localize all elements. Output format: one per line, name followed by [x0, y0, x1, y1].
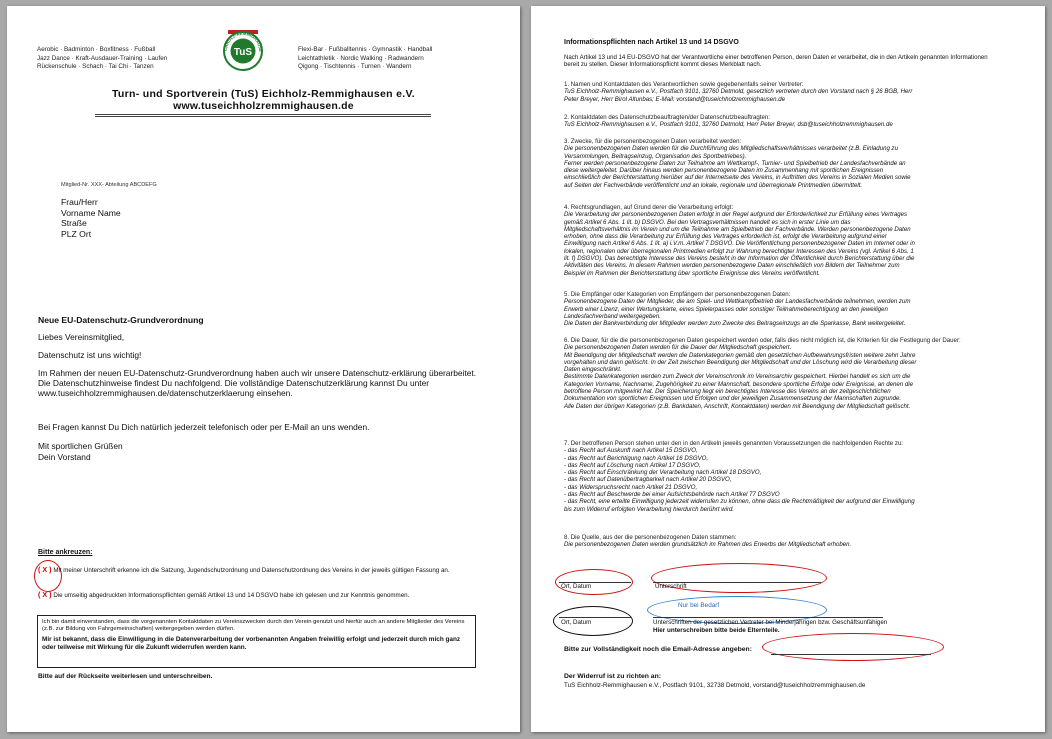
section-heading: 8. Die Quelle, aus der die personenbezogenen Daten stammen:	[564, 534, 737, 541]
section-heading: 2. Kontaktdaten des Datenschutzbeauftragten/der Datenschutzbeauftragten:	[564, 114, 770, 121]
letter-line1: Datenschutz ist uns wichtig!	[38, 350, 142, 360]
section-line: - das Recht auf Datenübertragbarkeit nach Artikel 20 DSGVO,	[564, 476, 732, 484]
check-mark-1[interactable]: ( X )	[38, 565, 52, 574]
widerruf-title: Der Widerruf ist zu richten an:	[564, 673, 661, 680]
signature-line	[559, 617, 631, 618]
consent-box	[37, 615, 476, 668]
section-line: bis zum Widerruf erfolgten Verarbeitung hierdurch berührt wird.	[564, 505, 735, 513]
section-heading: 7. Der betroffenen Person stehen unter den in den Artikeln jeweils genannten Voraussetzungen die nachfolgenden Rechte zu:	[564, 440, 904, 447]
section-line: Mitgliedschaftsverhältnis im Verein und um die Teilnahme am Spielbetrieb der Fachverbände. Werden personenbezogene Daten	[564, 225, 911, 233]
sports-left-line-1: Aerobic · Badminton · Boxfitness · Fußball	[37, 46, 156, 53]
sig2-note: Hier unterschreiben bitte beide Elternteile.	[653, 627, 780, 634]
logo-center-text: TuS	[233, 47, 253, 58]
section-line: - das Widerspruchsrecht nach Artikel 21 DSGVO,	[564, 483, 698, 491]
section-4	[564, 204, 1006, 277]
section-line: TuS Eichholz-Remmighausen e.V., Postfach 9101, 32760 Detmold, Herr Peter Breyer, dsb@tuseichholzremmighausen.de	[564, 121, 893, 129]
section-line: Die Daten der Bankverbindung der Mitglieder werden zum Zwecke des Beitragseinzugs an die Sparkasse, Bank weitergeleitet.	[564, 320, 906, 328]
red-oval-email	[762, 633, 944, 661]
sports-left-line-3: Rückenschule · Schach · Tai Chi · Tanzen	[37, 63, 154, 71]
checkbox-2-text: Die umseitig abgedruckten Informationspflichten gemäß Artikel 13 und 14 DSGVO habe ich gelesen und zur Kenntnis genommen.	[53, 592, 410, 599]
section-line: Die personenbezogenen Daten werden grundsätzlich im Rahmen des Erwerbs der Mitgliedschaft erhoben.	[564, 541, 852, 549]
email-input-line[interactable]	[771, 654, 931, 655]
section-heading: 5. Die Empfänger oder Kategorien von Empfängern der personenbezogenen Daten:	[564, 291, 791, 298]
letter-paragraph-1: Im Rahmen der neuen EU-Datenschutz-Grundverordnung haben auch wir unsere Datenschutz-erklärung überarbeitet. Die Datenschutzhinweise findest Du nachfolgend. Die vollständige Datenschutzerklärung kannst Du unter www.tuseichholzremmighausen.de/datenschutzerklaerung einsehen.	[38, 368, 477, 399]
section-line: betroffene Person mitgewirkt hat. Der Speicherung liegt ein berechtigtes Interesse des Vereins an der zeitgeschichtlichen	[564, 388, 891, 396]
section-line: Kategorien Vorname, Nachname, Zugehörigkeit zu einer Mannschaft, besondere sportliche Erfolge oder Ereignisse, an denen die	[564, 380, 914, 388]
section-heading: 6. Die Dauer, für die die personenbezogenen Daten gespeichert werden oder, falls dies nicht möglich ist, die Kriterien für die Festlegung der Dauer:	[564, 337, 961, 344]
sports-right-line-3: Qigong · Tischtennis · Turnen · Wandern	[298, 63, 412, 71]
page-left	[7, 6, 520, 732]
signature-line	[653, 617, 883, 618]
section-line: Daten eingeschränkt.	[564, 366, 622, 374]
section-8	[564, 534, 1006, 549]
sports-right-line-1: Flexi-Bar · Fußballtennis · Gymnastik · Handball	[298, 46, 433, 53]
section-line: - das Recht auf Einschränkung der Verarbeitung nach Artikel 18 DSGVO,	[564, 469, 762, 477]
section-line: einschließlich der Berichterstattung hierüber auf der Internetseite des Vereins, in Auftritten des Vereins in Sozialen Medien sowie	[564, 174, 911, 182]
section-line: Die Verarbeitung der personenbezogenen Daten erfolgt in der Regel aufgrund der Erforderlichkeit zur Erfüllung eines Vertrages	[564, 211, 908, 219]
section-line: Einwilligung nach Artikel 6 Abs. 1 lit. a) i.V.m. Artikel 7 DSGVO. Die Veröffentlichung personenbezogener Daten im Internet oder in	[564, 240, 915, 248]
section-line: Peter Breyer, Herr Birol Altunbas; E-Mail: vorstand@tuseichholzremmighausen.de	[564, 95, 786, 103]
letter-paragraph-2: Bei Fragen kannst Du Dich natürlich jederzeit telefonisch oder per E-Mail an uns wenden.	[38, 422, 370, 432]
section-line: - das Recht auf Auskunft nach Artikel 15 DSGVO,	[564, 447, 698, 455]
letter-closing-2: Dein Vorstand	[38, 452, 91, 462]
section-1	[564, 81, 1006, 103]
address-line: Straße	[61, 218, 87, 228]
section-line: erhoben, ohne dass die Verarbeitung zur Erfüllung des Vertrages erforderlich ist, erfolgt die Verarbeitung aufgrund einer	[564, 233, 887, 241]
section-line: - das Recht auf Löschung nach Artikel 17 DSGVO,	[564, 461, 701, 469]
sports-list-left	[37, 46, 167, 72]
sports-right-line-2: Leichtathletik · Nordic Walking · Radwandern	[298, 54, 424, 62]
checkbox-2[interactable]	[38, 591, 458, 600]
section-heading: 3. Zwecke, für die personenbezogenen Daten verarbeitet werden:	[564, 138, 742, 145]
header-rule	[95, 114, 431, 117]
letter-closing-1: Mit sportlichen Grüßen	[38, 441, 123, 451]
sig2-signature[interactable]: Unterschriften der gesetzlichen Vertreter bei Minderjährigen bzw. Geschäftsunfähigen	[653, 619, 888, 626]
section-line: Mit Beendigung der Mitgliedschaft werden die Datenkategorien gemäß den gesetzlichen Aufbewahrungsfristen weitere zehn Jahre	[564, 351, 916, 359]
section-line: Landesfachverband weitergegeben.	[564, 312, 661, 320]
right-title: Informationspflichten nach Artikel 13 und 14 DSGVO	[564, 39, 739, 46]
section-line: Erwerb einer Lizenz, einer Wertungskarte, eines Spielerpasses oder sonstiger Teilnahmeberechtigung an den jeweiligen	[564, 305, 888, 313]
section-line: - das Recht auf Beschwerde bei einer Aufsichtsbehörde nach Artikel 77 DSGVO	[564, 491, 780, 499]
section-line: auf Seiten der Fachverbände veröffentlicht und an lokale, regionale und überregionale Printmedien übermittelt.	[564, 181, 863, 189]
letter-subject: Neue EU-Datenschutz-Grundverordnung	[38, 315, 204, 325]
section-line: Dokumentation von sportlichen Ereignissen und Erfolgen und der jeweiligen Zusammensetzung der Mannschaften zugrunde.	[564, 395, 902, 403]
section-line: Versammlungen, Beitragseinzug, Organisation des Sportbetriebes).	[564, 152, 747, 160]
section-2	[564, 114, 1006, 129]
left-footer: Bitte auf der Rückseite weiterlesen und unterschreiben.	[38, 673, 213, 680]
page-right	[531, 6, 1045, 732]
section-7	[564, 440, 1006, 513]
section-line: Die personenbezogenen Daten werden für die Durchführung des Mitgliedschaftsverhältnisses verarbeitet (z.B. Einladung zu	[564, 145, 898, 153]
club-title: Turn- und Sportverein (TuS) Eichholz-Remmighausen e.V.	[111, 88, 416, 100]
section-line: Bestimmte Datenkategorien werden zum Zweck der Vereinschronik im Vereinsarchiv gespeichert. Hierbei handelt es sich um die	[564, 373, 911, 381]
right-intro: Nach Artikel 13 und 14 EU-DSGVO hat der Verantwortliche einer betroffenen Person, deren Daten er verarbeitet, die in den Artikeln genannten Informationen bereit zu stellen. Dieser Informationspflicht kommt dieses Merkblatt nach.	[564, 54, 988, 69]
section-line: gemäß Artikel 6 Abs. 1 lit. b) DSGVO. Bei den Vertragsverhältnissen handelt es sich in erster Linie um das	[564, 218, 851, 226]
address-line: Frau/Herr	[61, 197, 98, 207]
section-line: Alle Daten der übrigen Kategorien (z.B. Bankdaten, Anschrift, Kontaktdaten) werden mit Beendigung der Mitgliedschaft gelöscht.	[564, 402, 911, 410]
section-line: diese weitergeleitet. Darüber hinaus werden personenbezogene Daten im Zusammenhang mit sportlichen Ereignissen	[564, 167, 884, 175]
club-logo-icon	[220, 24, 266, 72]
section-line: Ferner werden personenbezogene Daten zur Teilnahme am Wettkampf-, Turnier- und Spielbetrieb der Landesfachverbände an	[564, 159, 906, 167]
sports-left-line-2: Jazz Dance · Kraft-Ausdauer-Training · Laufen	[37, 54, 168, 62]
section-5	[564, 291, 1006, 327]
check-mark-2[interactable]: ( X )	[38, 590, 52, 599]
sig1-place-date[interactable]: Ort, Datum	[561, 583, 592, 590]
section-3	[564, 138, 1006, 189]
section-6	[564, 337, 1006, 410]
section-line: lokalen, regionalen oder überregionalen Printmedien erfolgt zur Wahrung berechtigter Interessen des Vereins (vgl. Artikel 6 Abs. 1	[564, 247, 914, 255]
club-url: www.tuseichholzremmighausen.de	[173, 100, 354, 112]
recipient-address	[61, 197, 121, 239]
note-blue: Nur bei Bedarf	[678, 602, 720, 609]
widerruf-address: TuS Eichholz-Remmighausen e.V., Postfach 9101, 32738 Detmold, vorstand@tuseichholzremmighausen.de	[564, 682, 866, 689]
section-line: Die personenbezogenen Daten werden für die Dauer der Mitgliedschaft gespeichert.	[564, 344, 792, 352]
address-line: Vorname Name	[61, 207, 121, 218]
consent-text-1: Ich bin damit einverstanden, dass die vorgenannten Kontaktdaten zu Vereinszwecken durch den Verein genutzt und hierfür auch an andere Mitglieder des Vereins (z.B. zur Bildung von Fahrgemeinschaften) weitergegeben werden dürfen.	[42, 619, 465, 633]
sig1-signature[interactable]: Unterschrift	[655, 583, 687, 590]
section-line: - das Recht, eine erteilte Einwilligung jederzeit widerrufen zu können, ohne dass die Rechtmäßigkeit der aufgrund der Einwilligung	[564, 498, 915, 506]
check-title: Bitte ankreuzen:	[38, 549, 93, 556]
address-line: PLZ Ort	[61, 228, 92, 239]
section-line: Beispiel im Rahmen der Berichterstattung über sportliche Ereignisse des Vereins veröffentlicht.	[564, 269, 820, 277]
letter-greeting: Liebes Vereinsmitglied,	[38, 332, 125, 342]
section-line: vorgehalten und dann gelöscht. In der Zeit zwischen Beendigung der Mitgliedschaft und der Löschung wird die Verarbeitung dieser	[564, 358, 917, 366]
checkbox-1[interactable]	[38, 566, 458, 575]
section-line: TuS Eichholz-Remmighausen e.V., Postfach 9101, 32760 Detmold, gesetzlich vertreten durch den Vorstand nach § 26 BGB, Herr	[564, 88, 913, 96]
member-line: Mitglied-Nr. XXX- Abteilung ABCDEFG	[61, 182, 157, 188]
sig2-place-date[interactable]: Ort, Datum	[561, 619, 592, 626]
consent-text-2: Mir ist bekannt, dass die Einwilligung in die Datenverarbeitung der vorbenannten Angaben freiwillig erfolgt und jederzeit durch mich ganz oder teilweise mit Wirkung für die Zukunft widerrufen werden kann.	[42, 636, 461, 651]
sports-list-right	[298, 46, 432, 72]
section-heading: 4. Rechtsgrundlagen, auf Grund derer die Verarbeitung erfolgt:	[564, 204, 734, 211]
email-prompt: Bitte zur Vollständigkeit noch die Email-Adresse angeben:	[564, 646, 752, 653]
section-line: lit. f) DSGVO). Das berechtigte Interesse des Vereins besteht in der Information der Öffentlichkeit durch Berichterstattung über die	[564, 255, 915, 263]
section-heading: 1. Namen und Kontaktdaten des Verantwortlichen sowie gegebenenfalls seiner Vertreter:	[564, 81, 804, 88]
section-line: Personenbezogene Daten der Mitglieder, die am Spiel- und Wettkampfbetrieb der Landesfachverbände teilnehmen, werden zum	[564, 298, 911, 306]
checkbox-1-text: Mit meiner Unterschrift erkenne ich die Satzung, Jugendschutzordnung und Datenschutzordnung des Vereins in der jeweils gültigen Fassung an.	[53, 567, 450, 574]
section-line: Aktivitäten des Vereins. In diesem Rahmen werden personenbezogene Daten einschließlich von Bildern der Teilnehmer zum	[564, 262, 900, 270]
logo-ring-text: CHHOLZ-REMMIGHAUSE	[222, 30, 264, 52]
section-line: - das Recht auf Berichtigung nach Artikel 16 DSGVO,	[564, 454, 709, 462]
